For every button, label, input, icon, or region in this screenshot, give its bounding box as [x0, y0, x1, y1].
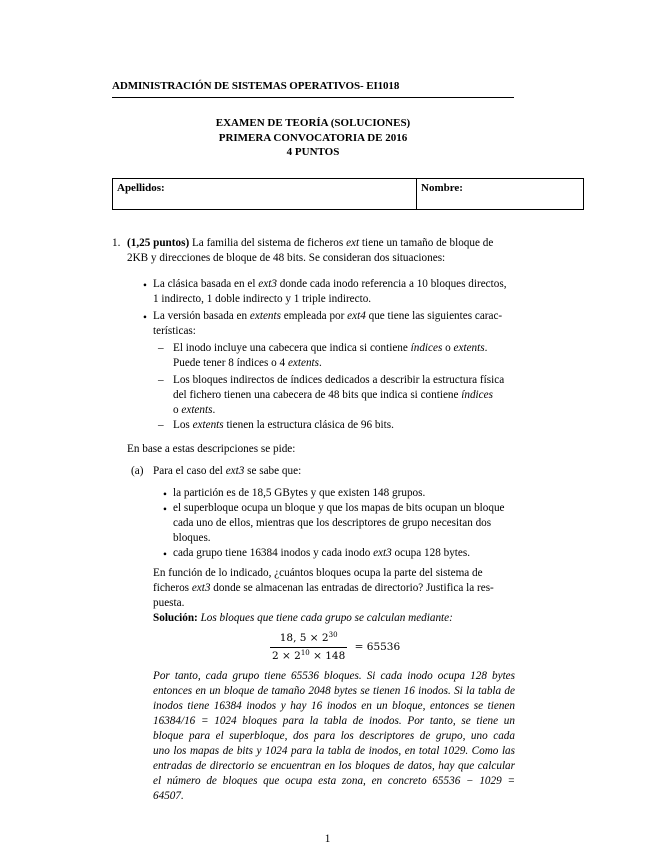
answer-line: Por tanto, cada grupo tiene 65536 bloques. Si cada inodo ocupa 128 bytes — [153, 670, 515, 682]
apellidos-field[interactable] — [113, 179, 417, 210]
bullet-icon: • — [163, 549, 167, 561]
sub-item-indirect-blocks: Los bloques indirectos de índices dedicados a describir la estructura física del fichero tienen una cabecera de 48 bits que indica si contiene índices o extents. — [173, 374, 505, 416]
part-a-fact-partition: la partición es de 18,5 GBytes y que existen 148 grupos. — [173, 487, 426, 499]
sub-item-extents-structure: Los extents tienen la estructura clásica de 96 bits. — [173, 419, 394, 431]
part-a-intro: Para el caso del ext3 se sabe que: — [153, 465, 302, 477]
bullet-icon: • — [143, 312, 147, 324]
exam-title-line3: 4 PUNTOS — [286, 146, 340, 158]
formula-numerator: 18, $5 \times 2^{30}$ — [270, 631, 347, 648]
question-ask: En base a estas descripciones se pide: — [127, 443, 296, 455]
answer-line: entonces en un bloque de tamaño 2048 bytes se tienen 16 inodos. Si la tabla de — [153, 685, 515, 697]
sub-item-inode-header: El inodo incluye una cabecera que indica si contiene índices o extents. Puede tener 8 índices o 4 extents. — [173, 342, 488, 369]
exam-title-line1: EXAMEN DE TEORÍA (SOLUCIONES) — [215, 117, 411, 129]
part-a-fact-inodes: cada grupo tiene 16384 inodos y cada inodo ext3 ocupa 128 bytes. — [173, 547, 471, 559]
formula-denominator: $2 \times 2^{10} \times 148$ — [272, 649, 346, 662]
dash-icon: – — [158, 342, 164, 354]
answer-line: inodos tiene 16384 inodos y hay 16 inodos en un bloque, entonces se tienen — [153, 700, 515, 712]
part-a-label: (a) — [131, 465, 144, 477]
question-intro — [127, 236, 515, 266]
answer-line: 16384/16 = 1024 bloques para la tabla de inodos. Por tanto, se tiene un — [153, 715, 515, 727]
intro-line2: 2KB y direcciones de bloque de 48 bits. Se consideran dos situaciones: — [127, 252, 446, 264]
part-a-fact-superblock: el superbloque ocupa un bloque y que los mapas de bits ocupan un bloque cada uno de ellos, mientras que los descriptores de grupo necesitan dos bloques. — [173, 502, 505, 544]
dash-icon: – — [158, 419, 164, 431]
solution-answer — [153, 669, 515, 804]
intro-text-b: tiene un tamaño de bloque de — [359, 237, 494, 249]
page-number: 1 — [324, 833, 331, 845]
exam-title-line2: PRIMERA CONVOCATORIA DE 2016 — [218, 131, 408, 144]
bullet-ext4-extents: La versión basada en extents empleada por ext4 que tiene las siguientes carac- terísticas: — [153, 310, 503, 337]
dash-icon: – — [158, 374, 164, 386]
question-number: 1. — [112, 237, 121, 249]
answer-line: entradas de directorio se encuentran en los bloques de datos, hay que calcular — [153, 760, 515, 772]
solution-label: Solución: — [153, 612, 198, 624]
bullet-icon: • — [143, 280, 147, 292]
solution-intro: Solución: Los bloques que tiene cada grupo se calculan mediante: — [153, 612, 453, 624]
question-points: (1,25 puntos) — [127, 237, 190, 249]
intro-ext: ext — [346, 237, 360, 249]
bullet-icon: • — [163, 489, 167, 501]
nombre-field[interactable] — [417, 179, 584, 210]
exam-title — [112, 116, 514, 160]
part-a-question: En función de lo indicado, ¿cuántos bloques ocupa la parte del sistema de ficheros ext3 donde se almacenan las entradas de directorio? Justifica la res- puesta. — [153, 567, 494, 609]
intro-text: La familia del sistema de ficheros — [189, 237, 347, 249]
student-fields-table — [112, 178, 584, 210]
bullet-icon: • — [163, 504, 167, 516]
apellidos-label: Apellidos: — [117, 182, 165, 194]
blocks-per-group-formula — [270, 631, 400, 664]
answer-line: el número de bloques que ocupa esta zona, en concreto 65536 − 1029 = — [153, 775, 515, 787]
answer-line: 64507. — [153, 790, 184, 802]
answer-line: bloque para el superbloque, dos para los descriptores de grupo, uno cada — [153, 730, 515, 742]
nombre-label: Nombre: — [421, 182, 463, 194]
formula-result: = 65536 — [354, 641, 401, 653]
bullet-ext3-classic: La clásica basada en el ext3 donde cada inodo referencia a 10 bloques directos, 1 indirecto, 1 doble indirecto y 1 triple indirecto. — [153, 278, 507, 305]
answer-line: uno los mapas de bits y 1024 para la tabla de inodos, en total 1029. Como las — [153, 745, 515, 757]
course-header: ADMINISTRACIÓN DE SISTEMAS OPERATIVOS- EI1018 — [112, 79, 514, 98]
